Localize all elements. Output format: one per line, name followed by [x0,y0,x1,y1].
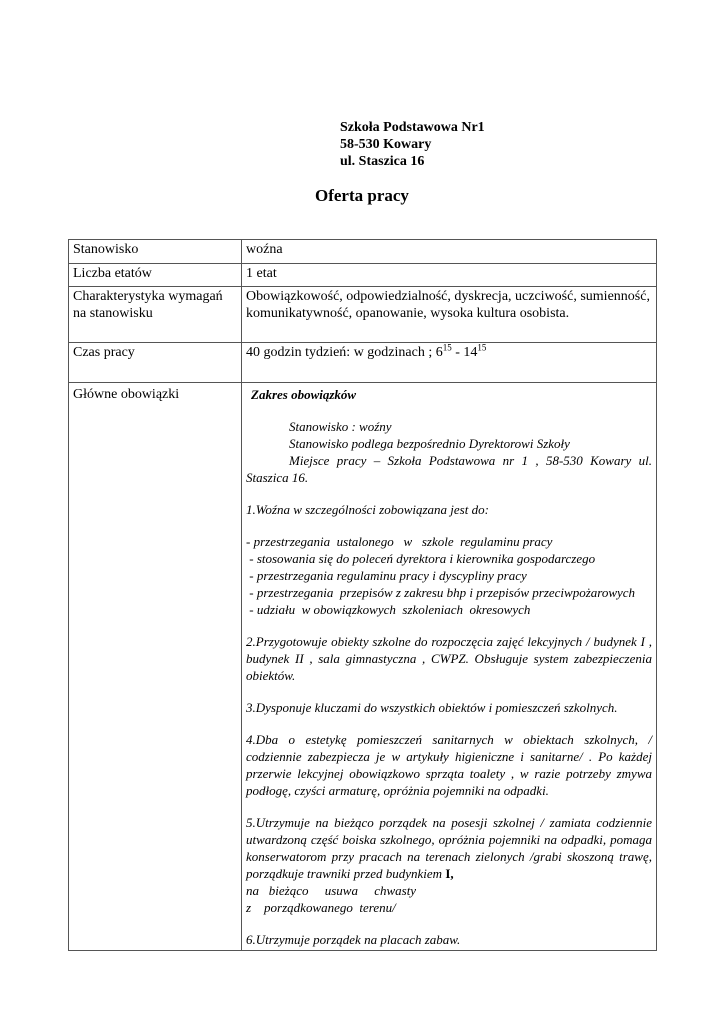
school-name: Szkoła Podstawowa Nr1 [340,120,485,135]
duties-place: Miejsce pracy – Szkoła Podstawowa nr 1 , 58-530 Kowary ul. Staszica 16. [246,453,652,485]
duties-position: Stanowisko : woźny [289,419,392,434]
row-value-czas [242,343,657,383]
duties-title: Zakres obowiązków [251,387,357,402]
list-item: - udziału w obowiązkowych szkoleniach okresowych [246,602,531,617]
duties-section-1: 1.Woźna w szczególności zobowiązana jest do: [246,502,489,517]
duties-section-5-line2: na bieżąco usuwa chwasty [246,883,417,898]
table-row [69,343,657,383]
list-item: - przestrzegania regulaminu pracy i dyscypliny pracy [246,568,527,583]
list-item: - przestrzegania przepisów z zakresu bhp i przepisów przeciwpożarowych [246,585,636,600]
duties-section-3: 3.Dysponuje kluczami do wszystkich obiektów i pomieszczeń szkolnych. [246,700,618,715]
duties-section-5-line3: z porządkowanego terenu/ [246,900,396,915]
work-hours-end: - 14 [451,345,478,360]
school-header [340,119,485,170]
end-minutes: 15 [477,342,487,353]
row-value-stanowisko: woźna [242,240,657,264]
row-value-wymagania: Obowiązkowość, odpowiedzialność, dyskrecja, uczciwość, sumienność, komunikatywność, opanowanie, wysoka kultura osobista. [242,287,657,343]
list-item: - przestrzegania ustalonego w szkole regulaminu pracy [246,534,553,549]
row-label-czas: Czas pracy [69,343,242,383]
school-postal-address: 58-530 Kowary [340,137,432,152]
duties-section-5-building: I, [442,866,454,881]
page-title: Oferta pracy [315,186,409,205]
work-hours-text: 40 godzin tydzień: w godzinach ; 6 [246,345,443,360]
duties-section-5 [246,814,652,916]
row-label-etaty: Liczba etatów [69,264,242,287]
job-offer-table [68,239,657,951]
row-label-obowiazki: Główne obowiązki [69,383,242,951]
school-street-address: ul. Staszica 16 [340,154,425,169]
duties-subordinate: Stanowisko podlega bezpośrednio Dyrektorowi Szkoły [289,436,570,451]
duties-section-5-text: 5.Utrzymuje na bieżąco porządek na posesji szkolnej / zamiata codziennie utwardzoną część boiska szkolnego, opróżnia pojemniki na odpadki, pomaga konserwatorom przy pracach na terenach zielonych /grabi skoszoną trawę, porządkuje trawniki przed budynkiem [246,815,652,881]
table-row [69,264,657,287]
duties-section-6: 6.Utrzymuje porządek na placach zabaw. [246,932,461,947]
table-row [69,287,657,343]
list-item: - stosowania się do poleceń dyrektora i kierownika gospodarczego [246,551,596,566]
duties-list [246,533,652,618]
row-value-etaty: 1 etat [242,264,657,287]
row-label-wymagania: Charakterystyka wymagań na stanowisku [69,287,242,343]
duties-section-2: 2.Przygotowuje obiekty szkolne do rozpoczęcia zajęć lekcyjnych / budynek I , budynek II , sala gimnastyczna , CWPZ. Obsługuje system zabezpieczenia obiektów. [246,634,652,683]
start-minutes: 15 [442,342,452,353]
duties-section-4: 4.Dba o estetykę pomieszczeń sanitarnych w obiektach szkolnych, / codziennie zabezpiecza je w artykuły higieniczne i sanitarne/ . Po każdej przerwie lekcyjnej obowiązkowo sprząta toalety , w razie potrzeby zmywa podłogę, czyści armaturę, opróżnia pojemniki na odpadki. [246,732,652,798]
row-label-stanowisko: Stanowisko [69,240,242,264]
table-row [69,240,657,264]
table-row [69,383,657,951]
duties-cell [242,383,657,951]
